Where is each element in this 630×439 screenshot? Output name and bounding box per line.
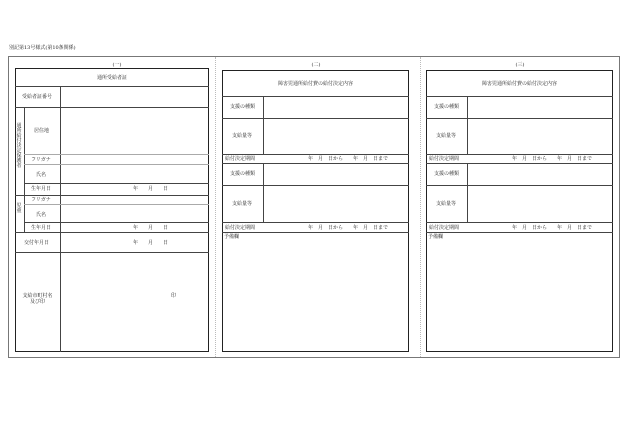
child-name-label: 氏名 [36, 212, 47, 218]
form-header: 別記第13号様式(第10条関係) [9, 45, 76, 51]
panel-number: (二) [311, 62, 321, 68]
panel-number: (一) [112, 62, 122, 68]
municipality-label: 支給市町村名 及び印 [22, 293, 53, 305]
service-type-label: 支援の種類 [230, 171, 256, 177]
period-label: 給付決定期間 [429, 225, 460, 231]
child-birthdate-value: 年 月 日 [133, 225, 169, 231]
amount-label: 支給量等 [436, 133, 457, 139]
notes-label: 予備欄 [224, 234, 240, 240]
service-type-label: 支援の種類 [230, 104, 256, 110]
decision-box [426, 70, 613, 352]
panel-number: (三) [515, 62, 525, 68]
name-label: 氏名 [36, 172, 47, 178]
decision-box [222, 70, 409, 352]
certificate-title: 通所受給者証 [96, 75, 127, 81]
period-label: 給付決定期間 [225, 225, 256, 231]
period-value: 年 月 日から 年 月 日まで [512, 225, 593, 231]
birthdate-value: 年 月 日 [133, 186, 169, 192]
guardian-label: 通所給付決定保護者 [16, 123, 22, 169]
notes-label: 予備欄 [428, 234, 444, 240]
certificate-box [15, 68, 209, 352]
period-value: 年 月 日から 年 月 日まで [308, 156, 389, 162]
issue-date-value: 年 月 日 [133, 240, 169, 246]
child-birthdate-label: 生年月日 [31, 225, 52, 231]
birthdate-label: 生年月日 [31, 186, 52, 192]
recipient-number-label: 受給者証番号 [22, 94, 53, 100]
amount-label: 支給量等 [232, 133, 253, 139]
period-label: 給付決定期間 [429, 156, 460, 162]
address-label: 居住地 [34, 128, 50, 134]
service-type-label: 支援の種類 [434, 104, 460, 110]
child-label: 児童 [16, 203, 22, 214]
seal-mark: 印 [171, 293, 177, 299]
decision-title: 障害児通所給付費の給付決定内容 [277, 81, 353, 87]
fold-line-1 [215, 57, 216, 357]
period-value: 年 月 日から 年 月 日まで [512, 156, 593, 162]
fold-line-2 [420, 57, 421, 357]
period-label: 給付決定期間 [225, 156, 256, 162]
service-type-label: 支援の種類 [434, 171, 460, 177]
furigana-label: フリガナ [31, 157, 51, 163]
child-furigana-label: フリガナ [31, 197, 51, 203]
period-value: 年 月 日から 年 月 日まで [308, 225, 389, 231]
amount-label: 支給量等 [436, 201, 457, 207]
issue-date-label: 交付年月日 [24, 240, 50, 246]
amount-label: 支給量等 [232, 201, 253, 207]
decision-title: 障害児通所給付費の給付決定内容 [481, 81, 557, 87]
